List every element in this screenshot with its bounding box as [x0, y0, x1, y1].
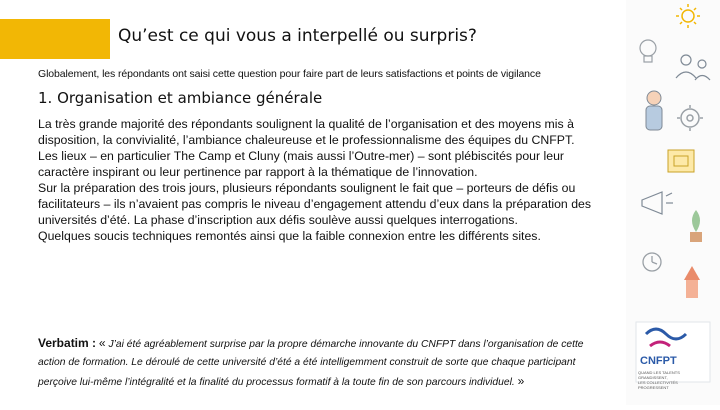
rocket-icon — [684, 266, 700, 298]
side-illustration — [626, 0, 720, 405]
person-icon — [646, 91, 662, 130]
puzzle-icon — [668, 150, 694, 172]
verbatim-label: Verbatim : — [38, 336, 97, 350]
plant-icon — [690, 210, 702, 242]
logo-text: CNFPT — [640, 355, 677, 367]
lightbulb-icon — [640, 40, 656, 62]
title-accent-bar — [0, 19, 110, 59]
people-icon — [676, 55, 710, 80]
verbatim-text: J’ai été agréablement surprise par la propre démarche innovante du CNFPT dans l’organisation de cette action de formation. Le déroulé de cette université d’été a été intelligemment construit de sorte que chaque participant perçoive lui-même l’intégralité et la finalité du processus formatif à la toute fin de son parcours individuel. — [38, 339, 584, 388]
tagline-line-4: PROGRESSENT — [638, 385, 669, 390]
gear-icon — [677, 105, 703, 131]
paragraph-preparation: Sur la préparation des trois jours, plusieurs répondants soulignent le fait que – porteurs de défis ou facilitateurs – ils n’avaient pas compris le niveau d’engagement attendu d’eux dans la préparation des universités d’été. La phase d’inscription aux défis soulève aussi quelques interrogations. — [38, 181, 592, 227]
tagline-line-2: GRANDISSENT, — [638, 375, 668, 380]
slide-title: Qu’est ce qui vous a interpellé ou surpris? — [118, 26, 477, 46]
paragraph-technique: Quelques soucis techniques remontés ainsi que la faible connexion entre les différents sites. — [38, 229, 541, 243]
clock-icon — [643, 253, 661, 271]
paragraph-lieux: Les lieux – en particulier The Camp et Cluny (mais aussi l’Outre-mer) – sont plébiscités pour leur caractère inspirant ou leur pertinence par rapport à la thématique de l’innovation. — [38, 149, 565, 179]
tagline-line-1: QUAND LES TALENTS — [638, 370, 680, 375]
section-heading: 1. Organisation et ambiance générale — [38, 89, 323, 107]
slide-subtitle: Globalement, les répondants ont saisi cette question pour faire part de leurs satisfactions et points de vigilance — [38, 68, 541, 80]
paragraph-organisation: La très grande majorité des répondants soulignent la qualité de l’organisation et des moyens mis à disposition, la convivialité, l’ambiance chaleureuse et le professionnalisme des équipes du CNFPT. — [38, 117, 575, 147]
megaphone-icon — [642, 192, 673, 214]
quote-close-mark: » — [517, 374, 525, 388]
verbatim-quote — [38, 334, 608, 392]
quote-open-mark: « — [98, 336, 106, 350]
side-illustration-panel — [626, 0, 720, 405]
tagline-line-3: LES COLLECTIVITÉS — [638, 380, 678, 385]
sun-icon — [676, 4, 700, 28]
section-body — [38, 116, 618, 244]
